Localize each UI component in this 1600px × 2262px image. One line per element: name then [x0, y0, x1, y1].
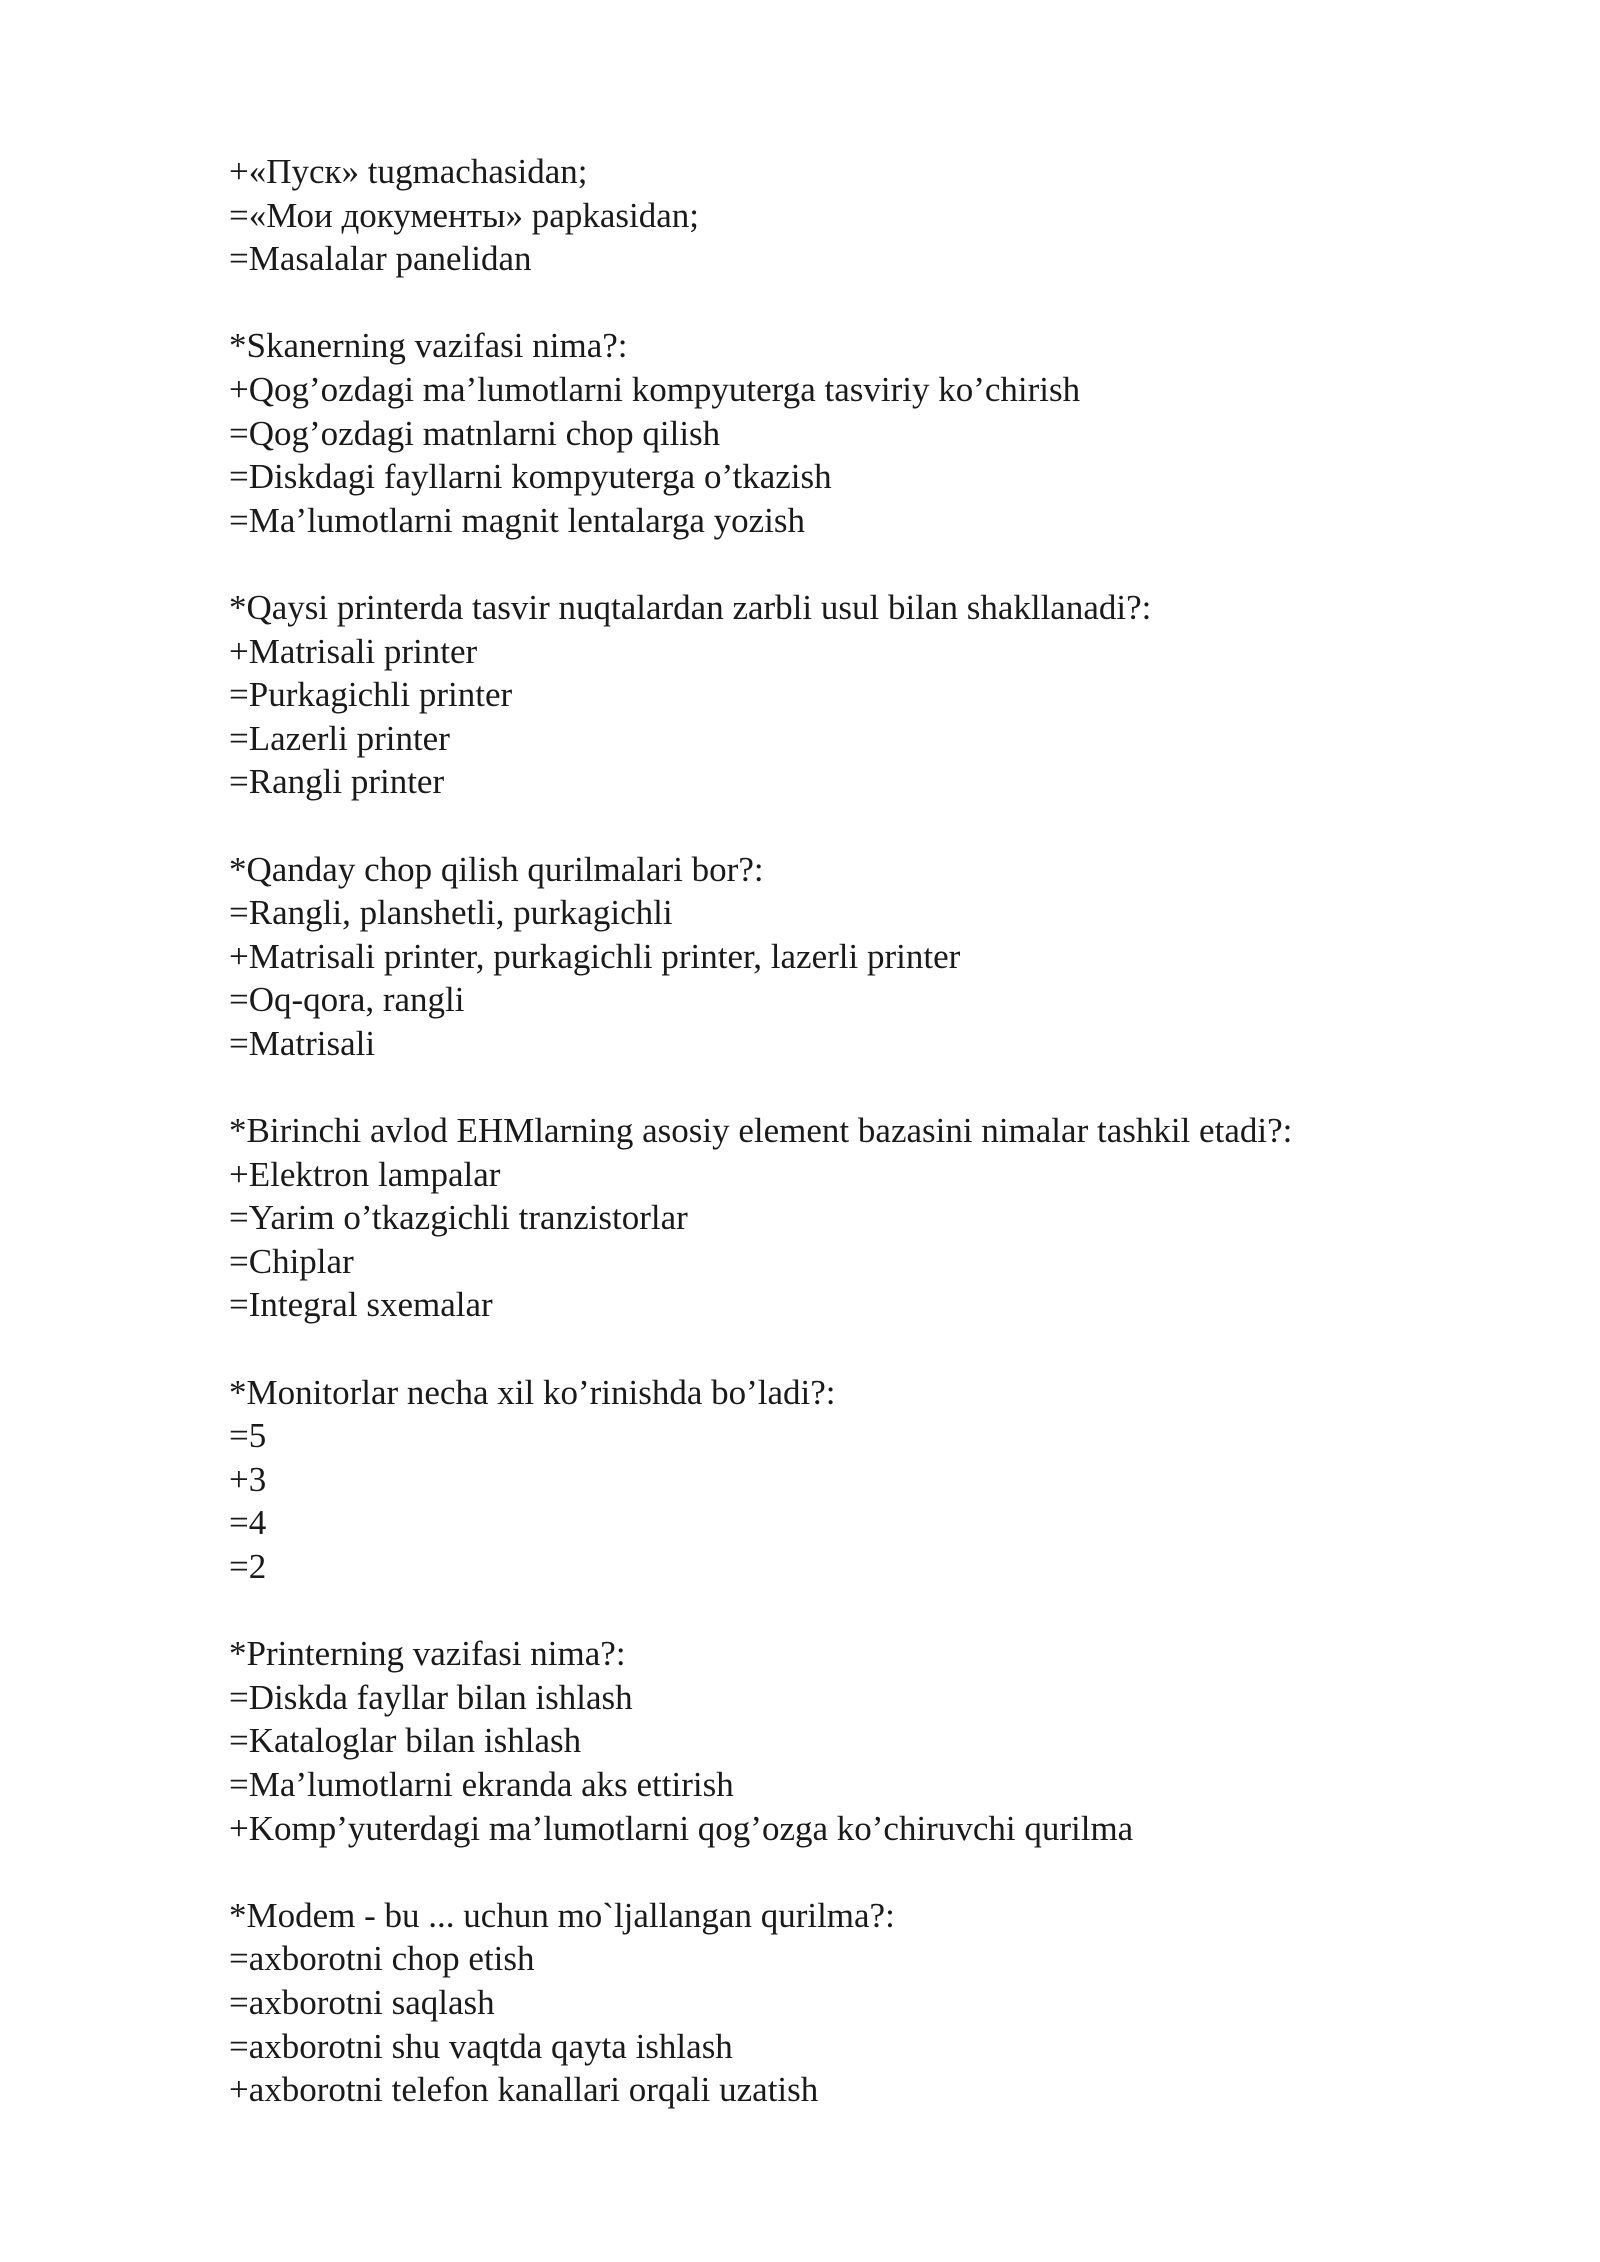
answer-option: =Diskdagi fayllarni kompyuterga o’tkazish: [229, 457, 832, 497]
answer-option: =axborotni saqlash: [229, 1982, 495, 2022]
answer-option: =Kataloglar bilan ishlash: [229, 1721, 582, 1761]
answer-option: =Rangli, planshetli, purkagichli: [229, 893, 673, 933]
block-spacer: [229, 542, 1529, 586]
answer-option: =axborotni shu vaqtda qayta ishlash: [229, 2026, 733, 2066]
answer-option: =Oq-qora, rangli: [229, 980, 465, 1020]
answer-option: =Integral sxemalar: [229, 1285, 493, 1325]
question-text: *Birinchi avlod EHMlarning asosiy element bazasini nimalar tashkil etadi?:: [229, 1111, 1293, 1151]
answer-option: +«Пуск» tugmachasidan;: [229, 152, 588, 191]
question-text: *Qaysi printerda tasvir nuqtalardan zarbli usul bilan shakllanadi?:: [229, 587, 1152, 627]
answer-option: =Masalalar panelidan: [229, 239, 532, 279]
answer-option: =Qog’ozdagi matnlarni chop qilish: [229, 413, 721, 453]
question-text: *Monitorlar necha xil ko’rinishda bo’ladi?:: [229, 1372, 836, 1412]
answer-option: =5: [229, 1416, 267, 1456]
answer-option: =Ma’lumotlarni ekranda aks ettirish: [229, 1764, 734, 1804]
answer-option: +Komp’yuterdagi ma’lumotlarni qog’ozga ko’chiruvchi qurilma: [229, 1808, 1134, 1848]
answer-option: +Qog’ozdagi ma’lumotlarni kompyuterga tasviriy ko’chirish: [229, 369, 1081, 409]
answer-option: =«Мои документы» papkasidan;: [229, 195, 699, 235]
block-spacer: [229, 1065, 1529, 1109]
block-spacer: [229, 1850, 1529, 1894]
question-block: [229, 1109, 1529, 1327]
question-text: *Qanday chop qilish qurilmalari bor?:: [229, 849, 764, 889]
question-block: [229, 586, 1529, 804]
question-text: *Printerning vazifasi nima?:: [229, 1634, 626, 1674]
answer-option: +Elektron lampalar: [229, 1154, 501, 1194]
answer-option: +axborotni telefon kanallari orqali uzatish: [229, 2070, 819, 2110]
document-page: [229, 150, 1529, 2112]
answer-option: =2: [229, 1547, 267, 1586]
answer-option: =Diskda fayllar bilan ishlash: [229, 1677, 633, 1717]
answer-option: =Yarim o’tkazgichli tranzistorlar: [229, 1198, 688, 1238]
answer-option: +Matrisali printer, purkagichli printer, lazerli printer: [229, 936, 961, 976]
answer-option: =Lazerli printer: [229, 718, 450, 758]
answer-option: =Matrisali: [229, 1023, 376, 1063]
answer-option: =Ma’lumotlarni magnit lentalarga yozish: [229, 500, 806, 540]
answer-option: =Rangli printer: [229, 762, 445, 802]
block-spacer: [229, 281, 1529, 325]
answer-option: =Purkagichli printer: [229, 675, 513, 715]
question-text: *Modem - bu ... uchun mo`ljallangan qurilma?:: [229, 1895, 895, 1935]
question-block: [229, 150, 1529, 281]
question-block: [229, 1371, 1529, 1589]
question-block: [229, 1894, 1529, 2112]
question-block: [229, 848, 1529, 1066]
question-block: [229, 324, 1529, 542]
answer-option: +3: [229, 1459, 267, 1499]
block-spacer: [229, 804, 1529, 848]
answer-option: =axborotni chop etish: [229, 1939, 535, 1979]
question-block: [229, 1632, 1529, 1850]
answer-option: +Matrisali printer: [229, 631, 478, 671]
answer-option: =4: [229, 1503, 267, 1543]
answer-option: =Chiplar: [229, 1241, 354, 1281]
question-text: *Skanerning vazifasi nima?:: [229, 326, 628, 366]
block-spacer: [229, 1589, 1529, 1633]
block-spacer: [229, 1327, 1529, 1371]
